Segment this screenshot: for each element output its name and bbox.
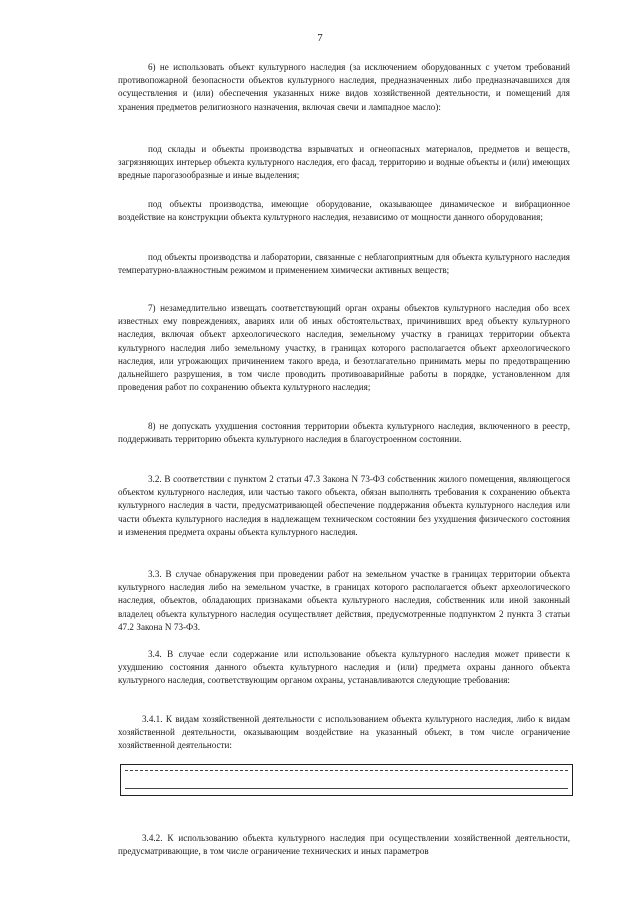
- fill-box-underline: [125, 788, 568, 789]
- paragraph-3-2: 3.2. В соответствии с пунктом 2 статьи 47.3 Закона N 73-ФЗ собственник жилого помещения, являющегося объектом культурного наследия, или частью такого объекта, обязан выполнять требования к сохранению объекта культурного наследия в части, предусматривающей обеспечение поддержания объекта культурного наследия или части объекта культурного наследия в надлежащем техническом состоянии без ухудшения физического состояния и изменения предмета охраны объекта культурного наследия.: [118, 474, 570, 537]
- paragraph-3-4: 3.4. В случае если содержание или использование объекта культурного наследия может привести к ухудшению состояния данного объекта культурного наследия и (или) предмета охраны данного объекта культурного наследия, соответствующим органом охраны, устанавливаются следующие требования:: [118, 649, 570, 686]
- paragraph-item-7: 7) незамедлительно извещать соответствующий орган охраны объектов культурного наследия обо всех известных ему повреждениях, авариях или об иных обстоятельствах, причинивших вред объекту культурного наследия, включая объект археологического наследия, земельному участку в границах территории объекта культурного наследия либо земельному участку, в границах которого располагается объект археологического наследия, или угрожающих причинением такого вреда, и безотлагательно принимать меры по предотвращению дальнейшего разрушения, в том числе проводить противоаварийные работы в порядке, установленном для проведения работ по сохранению объекта культурного наследия;: [118, 303, 570, 393]
- paragraph-item-6: 6) не использовать объект культурного наследия (за исключением оборудованных с учетом требований противопожарной безопасности объектов культурного наследия, предназначенных либо предназначавшихся для осуществления и (или) обеспечения указанных ниже видов хозяйственной деятельности, и помещений для хранения предметов религиозного назначения, включая свечи и лампадное масло):: [118, 62, 570, 112]
- paragraph-warehouses: под склады и объекты производства взрывчатых и огнеопасных материалов, предметов и веществ, загрязняющих интерьер объекта культурного наследия, его фасад, территорию и водные объекты и (или) имеющих вредные парогазообразные и иные выделения;: [118, 144, 570, 181]
- paragraph-production-equipment: под объекты производства, имеющие оборудование, оказывающее динамическое и вибрационное воздействие на конструкции объекта культурного наследия, независимо от мощности данного оборудования;: [118, 199, 570, 223]
- paragraph-laboratories: под объекты производства и лаборатории, связанные с неблагоприятным для объекта культурного наследия температурно-влажностным режимом и применением химически активных веществ;: [118, 252, 570, 276]
- fill-box-dashed-line: [125, 770, 568, 771]
- paragraph-item-8: 8) не допускать ухудшения состояния территории объекта культурного наследия, включенного в реестр, поддерживать территорию объекта культурного наследия в благоустроенном состоянии.: [118, 421, 570, 445]
- paragraph-3-3: 3.3. В случае обнаружения при проведении работ на земельном участке в границах территории объекта культурного наследия либо на земельном участке, в границах которого располагается объект археологического наследия, объектов, обладающих признаками объекта культурного наследия, собственник или иной законный владелец объекта культурного наследия осуществляет действия, предусмотренные подпунктом 2 пункта 3 статьи 47.2 Закона N 73-ФЗ.: [118, 569, 570, 632]
- paragraph-3-4-1: 3.4.1. К видам хозяйственной деятельности с использованием объекта культурного наследия, либо к видам хозяйственной деятельности, оказывающим воздействие на указанный объект, в том числе ограничение хозяйственной деятельности:: [118, 714, 570, 751]
- page-number: 7: [317, 32, 323, 44]
- paragraph-3-4-2: 3.4.2. К использованию объекта культурного наследия при осуществлении хозяйственной деятельности, предусматривающие, в том числе ограничение технических и иных параметров: [118, 833, 570, 857]
- blank-fill-box: [120, 764, 573, 796]
